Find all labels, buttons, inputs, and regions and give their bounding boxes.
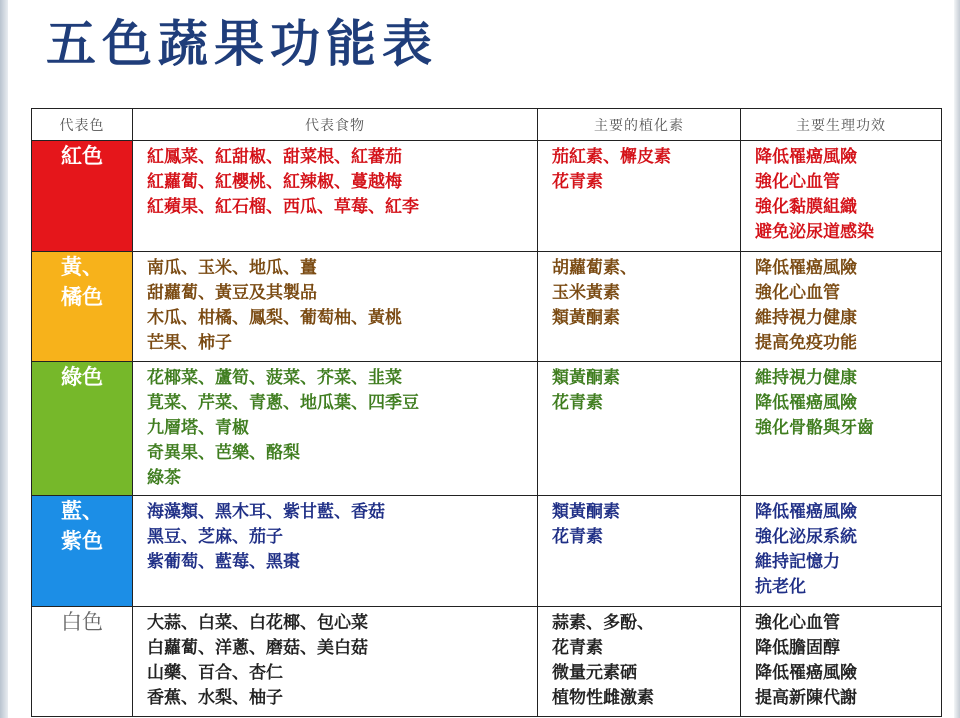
- foods-line: 紅蘋果、紅石榴、西瓜、草莓、紅李: [147, 197, 419, 217]
- phyto-cell-white: [538, 607, 741, 717]
- color-name-line: 藍、: [61, 498, 103, 523]
- slide-left-edge: [0, 0, 8, 718]
- effects-line: 強化泌尿系統: [755, 527, 857, 547]
- effects-line: 抗老化: [755, 577, 806, 597]
- effects-line: 維持記憶力: [755, 552, 840, 572]
- color-name-line: 橘色: [61, 284, 103, 309]
- page-title: 五色蔬果功能表: [46, 14, 438, 73]
- phyto-cell-green: [538, 362, 741, 496]
- table-row-blue-purple: [32, 496, 942, 607]
- foods-line: 奇異果、芭樂、酪梨: [147, 443, 300, 463]
- effects-line: 降低罹癌風險: [755, 663, 857, 683]
- phyto-line: 胡蘿蔔素、: [552, 258, 637, 278]
- color-cell-green: [32, 362, 133, 496]
- header-color: 代表色: [32, 109, 133, 141]
- effects-line: 強化心血管: [755, 172, 840, 192]
- foods-line: 甜蘿蔔、黃豆及其製品: [147, 283, 317, 303]
- effects-line: 避免泌尿道感染: [755, 222, 874, 242]
- effects-line: 降低罹癌風險: [755, 258, 857, 278]
- foods-line: 南瓜、玉米、地瓜、薑: [147, 258, 317, 278]
- foods-line: 山藥、百合、杏仁: [147, 663, 283, 683]
- table-row-red: [32, 141, 942, 252]
- effects-line: 維持視力健康: [755, 368, 857, 388]
- foods-cell-red: [133, 141, 538, 252]
- effects-line: 降低罹癌風險: [755, 393, 857, 413]
- effects-cell-white: [741, 607, 942, 717]
- effects-line: 降低罹癌風險: [755, 147, 857, 167]
- phyto-line: 微量元素硒: [552, 663, 637, 683]
- phyto-line: 玉米黃素: [552, 283, 620, 303]
- table-header-row: [32, 109, 942, 141]
- foods-line: 花椰菜、蘆筍、菠菜、芥菜、韭菜: [147, 368, 402, 388]
- phyto-line: 花青素: [552, 393, 603, 413]
- color-name: 白色: [61, 610, 103, 634]
- foods-line: 香蕉、水梨、柚子: [147, 688, 283, 708]
- phyto-line: 類黃酮素: [552, 308, 620, 328]
- phyto-line: 類黃酮素: [552, 368, 620, 388]
- header-effects: 主要生理功效: [741, 109, 942, 141]
- table-row-white: [32, 607, 942, 717]
- phyto-cell-yellow-orange: [538, 252, 741, 362]
- foods-line: 黑豆、芝麻、茄子: [147, 527, 283, 547]
- effects-line: 強化黏膜組織: [755, 197, 857, 217]
- effects-cell-blue-purple: [741, 496, 942, 607]
- foods-line: 海藻類、黑木耳、紫甘藍、香菇: [147, 502, 385, 522]
- color-name-line: 黃、: [61, 254, 103, 279]
- table-row-green: [32, 362, 942, 496]
- phyto-line: 花青素: [552, 638, 603, 658]
- color-name-line: 紫色: [61, 528, 103, 553]
- color-name: 綠色: [61, 364, 103, 389]
- effects-line: 強化骨骼與牙齒: [755, 418, 874, 438]
- effects-cell-green: [741, 362, 942, 496]
- five-color-table: [31, 108, 942, 717]
- foods-line: 九層塔、青椒: [147, 418, 249, 438]
- phyto-line: 植物性雌激素: [552, 688, 654, 708]
- effects-line: 強化心血管: [755, 283, 840, 303]
- header-phyto: 主要的植化素: [538, 109, 741, 141]
- color-cell-red: [32, 141, 133, 252]
- color-cell-white: [32, 607, 133, 717]
- color-cell-yellow-orange: [32, 252, 133, 362]
- foods-line: 紅蘿蔔、紅櫻桃、紅辣椒、蔓越梅: [147, 172, 402, 192]
- foods-line: 白蘿蔔、洋蔥、磨菇、美白菇: [147, 638, 368, 658]
- effects-cell-yellow-orange: [741, 252, 942, 362]
- table-row-yellow-orange: [32, 252, 942, 362]
- effects-line: 降低罹癌風險: [755, 502, 857, 522]
- foods-line: 綠茶: [147, 468, 181, 488]
- foods-cell-blue-purple: [133, 496, 538, 607]
- phyto-line: 類黃酮素: [552, 502, 620, 522]
- effects-line: 強化心血管: [755, 613, 840, 633]
- phyto-line: 蒜素、多酚、: [552, 613, 654, 633]
- effects-line: 維持視力健康: [755, 308, 857, 328]
- phyto-line: 花青素: [552, 527, 603, 547]
- foods-line: 紅鳳菜、紅甜椒、甜菜根、紅蕃茄: [147, 147, 402, 167]
- effects-line: 提高新陳代謝: [755, 688, 857, 708]
- color-name: 紅色: [61, 143, 103, 168]
- color-cell-blue-purple: [32, 496, 133, 607]
- foods-line: 莧菜、芹菜、青蔥、地瓜葉、四季豆: [147, 393, 419, 413]
- foods-line: 大蒜、白菜、白花椰、包心菜: [147, 613, 368, 633]
- phyto-cell-red: [538, 141, 741, 252]
- foods-line: 木瓜、柑橘、鳳梨、葡萄柚、黃桃: [147, 308, 402, 328]
- phyto-line: 花青素: [552, 172, 603, 192]
- header-foods: 代表食物: [133, 109, 538, 141]
- effects-cell-red: [741, 141, 942, 252]
- foods-line: 紫葡萄、藍莓、黑棗: [147, 552, 300, 572]
- foods-cell-yellow-orange: [133, 252, 538, 362]
- phyto-cell-blue-purple: [538, 496, 741, 607]
- foods-cell-green: [133, 362, 538, 496]
- foods-line: 芒果、柿子: [147, 333, 232, 353]
- effects-line: 降低膽固醇: [755, 638, 840, 658]
- foods-cell-white: [133, 607, 538, 717]
- slide-right-edge: [954, 0, 960, 718]
- effects-line: 提高免疫功能: [755, 333, 857, 353]
- phyto-line: 茄紅素、檞皮素: [552, 147, 671, 167]
